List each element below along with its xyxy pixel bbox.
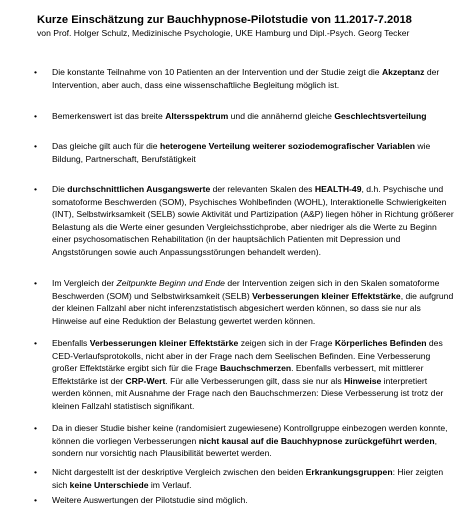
bullet-icon: •	[34, 495, 38, 505]
list-item-text	[52, 66, 454, 91]
text-run: Die	[52, 184, 68, 194]
list-item-text	[52, 183, 454, 259]
bullet-icon: •	[34, 184, 38, 194]
text-run: Ebenfalls	[52, 338, 90, 348]
bold-text: Bauchschmerzen	[219, 363, 292, 374]
text-run: wie Bildung, Partnerschaft, Berufstätigkeit	[52, 141, 431, 164]
text-run: im Verlauf.	[148, 479, 192, 490]
bullet-icon: •	[34, 278, 38, 288]
list-item-text	[52, 110, 454, 123]
bold-text: keine Unterschiede	[69, 479, 149, 490]
document-subtitle: von Prof. Holger Schulz, Medizinische Psychologie, UKE Hamburg und Dipl.-Psych. Georg Tecker	[37, 28, 410, 38]
bullet-icon: •	[34, 141, 38, 151]
bold-text: Verbesserungen kleiner Effektstärke	[89, 338, 239, 348]
bold-text: durchschnittlichen Ausgangswerte	[67, 184, 211, 194]
text-run: Da in dieser Studie bisher keine (randomisiert zugewiesene) Kontrollgruppe einbezogen werden konnte, können die vorliegen Verbesserungen	[52, 423, 448, 446]
bold-text: Körperliches Befinden	[334, 338, 427, 348]
bold-text: Erkrankungsgruppen	[305, 467, 393, 477]
text-run: Weitere Auswertungen der Pilotstudie sind möglich.	[52, 495, 248, 505]
text-run: , die aufgrund der kleinen Fallzahl aber nicht inferenzstatistisch abgesichert werden können, so dass sie nur als Hinweise auf eine Reduktion der Belastung gewertet werden können.	[52, 290, 454, 326]
text-run: . Für alle Verbesserungen gilt, dass sie nur als	[165, 375, 345, 386]
bold-text: HEALTH-49	[314, 184, 362, 194]
bold-text: CRP-Wert	[125, 375, 166, 386]
bold-text: Geschlechtsverteilung	[334, 111, 427, 121]
italic-text: Zeitpunkte Beginn und Ende	[116, 278, 225, 288]
text-run: zeigen sich in der Frage	[238, 338, 335, 348]
text-run: : Hier zeigten sich	[52, 467, 444, 490]
text-run: , d.h. Psychische und somatoforme Beschwerden (SOM), Psychisches Wohlbefinden (WOHL), Interaktionelle Schwierigkeiten (INT), Selbstwirksamkeit (SELB) sowie Aktivität und Partizipation (A&P) liegen höher in Richtung größerer Belastung als die Werte einer gesunden Vergleichsstichprobe, aber niedriger als die Werte zu Beginn einer psychosomatischen Rehabilitation (in der hauptsächlich Patienten mit Depression und Angststörungen sowie auch Anpassungsstörungen behandelt werden).	[52, 184, 454, 257]
bullet-icon: •	[34, 467, 38, 477]
text-run: Die konstante Teilnahme von 10 Patienten an der Intervention und der Studie zeigt die	[52, 67, 382, 77]
text-run: Das gleiche gilt auch für die	[52, 141, 160, 151]
bullet-icon: •	[34, 423, 38, 433]
list-item-text	[52, 466, 454, 491]
bold-text: nicht kausal auf die Bauchhypnose zurückgeführt werden	[198, 435, 435, 446]
document-title: Kurze Einschätzung zur Bauchhypnose-Pilotstudie von 11.2017-7.2018	[37, 14, 412, 26]
bullet-icon: •	[34, 338, 38, 348]
text-run: der Intervention, aber auch, dass eine wissenschaftliche Begleitung möglich ist.	[52, 67, 440, 90]
list-item-text	[52, 277, 454, 327]
text-run: Im Vergleich der	[52, 278, 117, 288]
bold-text: Akzeptanz	[381, 67, 425, 77]
text-run: des CED-Verlaufsprotokolls, nicht aber in der Frage nach dem Seelischen Befinden. Eine Verbesserung großer Effektstärke ergibt sich für die Frage	[52, 338, 443, 374]
bullet-icon: •	[34, 67, 38, 77]
text-run: interpretiert werden können, mit Ausnahme der Frage nach den Bauchschmerzen: Diese Verbesserung ist trotz der kleinen Fallzahl statistisch signifikant.	[52, 375, 444, 411]
list-item-text	[52, 140, 454, 165]
list-item-text	[52, 422, 454, 460]
text-run: der relevanten Skalen des	[210, 184, 315, 194]
bold-text: Altersspektrum	[165, 111, 229, 121]
bold-text: heterogene Verteilung weiterer soziodemografischer Variablen	[159, 141, 415, 151]
list-item-text	[52, 494, 454, 507]
text-run: Nicht dargestellt ist der deskriptive Vergleich zwischen den beiden	[52, 467, 306, 477]
text-run: . Ebenfalls verbessert, mit mittlerer Effektstärke ist der	[52, 363, 424, 386]
text-run: und die annähernd gleiche	[228, 111, 335, 121]
bold-text: Hinweise	[344, 375, 382, 386]
list-item-text	[52, 337, 454, 413]
bold-text: Verbesserungen kleiner Effektstärke	[252, 290, 401, 301]
text-run: , sondern nur vorsichtig nach Plausibilität bewertet werden.	[52, 435, 437, 459]
text-run: der Intervention zeigen sich in den Skalen somatoforme Beschwerden (SOM) und Selbstwirksamkeit (SELB)	[52, 278, 440, 301]
text-run: Bemerkenswert ist das breite	[52, 111, 166, 121]
bullet-icon: •	[34, 111, 38, 121]
